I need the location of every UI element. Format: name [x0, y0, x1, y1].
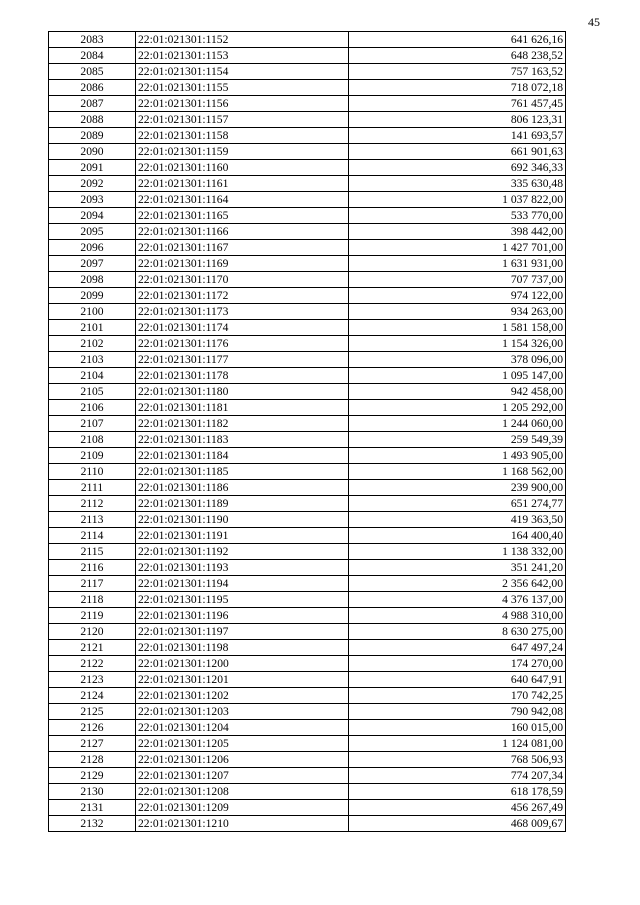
cadastral-number-cell: 22:01:021301:1157: [136, 112, 349, 128]
table-row: [49, 752, 566, 768]
cadastral-value-cell: 1 095 147,00: [349, 368, 566, 384]
table-row: [49, 416, 566, 432]
cadastral-value-cell: 647 497,24: [349, 640, 566, 656]
table-row: [49, 352, 566, 368]
cadastral-value-cell: 641 626,16: [349, 32, 566, 48]
cadastral-value-cell: 398 442,00: [349, 224, 566, 240]
cadastral-value-cell: 934 263,00: [349, 304, 566, 320]
cadastral-value-cell: 468 009,67: [349, 816, 566, 832]
row-number-cell: 2124: [49, 688, 136, 704]
row-number-cell: 2101: [49, 320, 136, 336]
row-number-cell: 2105: [49, 384, 136, 400]
cadastral-value-cell: 1 493 905,00: [349, 448, 566, 464]
cadastral-number-cell: 22:01:021301:1166: [136, 224, 349, 240]
row-number-cell: 2099: [49, 288, 136, 304]
table-row: [49, 640, 566, 656]
cadastral-number-cell: 22:01:021301:1176: [136, 336, 349, 352]
cadastral-value-cell: 1 244 060,00: [349, 416, 566, 432]
cadastral-number-cell: 22:01:021301:1154: [136, 64, 349, 80]
row-number-cell: 2123: [49, 672, 136, 688]
cadastral-number-cell: 22:01:021301:1178: [136, 368, 349, 384]
table-row: [49, 144, 566, 160]
row-number-cell: 2089: [49, 128, 136, 144]
cadastral-value-cell: 351 241,20: [349, 560, 566, 576]
cadastral-number-cell: 22:01:021301:1153: [136, 48, 349, 64]
row-number-cell: 2088: [49, 112, 136, 128]
table-row: [49, 384, 566, 400]
table-body: [49, 32, 566, 832]
table-row: [49, 784, 566, 800]
table-row: [49, 800, 566, 816]
table-row: [49, 608, 566, 624]
row-number-cell: 2111: [49, 480, 136, 496]
row-number-cell: 2129: [49, 768, 136, 784]
cadastral-value-cell: 164 400,40: [349, 528, 566, 544]
cadastral-number-cell: 22:01:021301:1159: [136, 144, 349, 160]
cadastral-number-cell: 22:01:021301:1182: [136, 416, 349, 432]
row-number-cell: 2087: [49, 96, 136, 112]
table-row: [49, 80, 566, 96]
cadastral-number-cell: 22:01:021301:1186: [136, 480, 349, 496]
table-row: [49, 64, 566, 80]
cadastral-value-cell: 618 178,59: [349, 784, 566, 800]
row-number-cell: 2084: [49, 48, 136, 64]
table-row: [49, 336, 566, 352]
table-row: [49, 512, 566, 528]
cadastral-number-cell: 22:01:021301:1170: [136, 272, 349, 288]
cadastral-value-cell: 761 457,45: [349, 96, 566, 112]
table-row: [49, 160, 566, 176]
table-row: [49, 96, 566, 112]
row-number-cell: 2106: [49, 400, 136, 416]
cadastral-number-cell: 22:01:021301:1158: [136, 128, 349, 144]
cadastral-value-cell: 1 631 931,00: [349, 256, 566, 272]
row-number-cell: 2091: [49, 160, 136, 176]
cadastral-value-cell: 1 205 292,00: [349, 400, 566, 416]
row-number-cell: 2118: [49, 592, 136, 608]
row-number-cell: 2127: [49, 736, 136, 752]
cadastral-value-cell: 1 581 158,00: [349, 320, 566, 336]
row-number-cell: 2114: [49, 528, 136, 544]
cadastral-number-cell: 22:01:021301:1198: [136, 640, 349, 656]
table-row: [49, 400, 566, 416]
table-row: [49, 288, 566, 304]
row-number-cell: 2102: [49, 336, 136, 352]
cadastral-number-cell: 22:01:021301:1195: [136, 592, 349, 608]
row-number-cell: 2098: [49, 272, 136, 288]
table-row: [49, 560, 566, 576]
cadastral-number-cell: 22:01:021301:1177: [136, 352, 349, 368]
cadastral-value-table: [48, 31, 566, 832]
cadastral-value-cell: 1 037 822,00: [349, 192, 566, 208]
cadastral-number-cell: 22:01:021301:1205: [136, 736, 349, 752]
cadastral-value-cell: 456 267,49: [349, 800, 566, 816]
cadastral-number-cell: 22:01:021301:1197: [136, 624, 349, 640]
table-row: [49, 192, 566, 208]
cadastral-number-cell: 22:01:021301:1207: [136, 768, 349, 784]
cadastral-value-cell: 419 363,50: [349, 512, 566, 528]
row-number-cell: 2093: [49, 192, 136, 208]
table-row: [49, 768, 566, 784]
row-number-cell: 2128: [49, 752, 136, 768]
cadastral-value-cell: 2 356 642,00: [349, 576, 566, 592]
row-number-cell: 2120: [49, 624, 136, 640]
table-row: [49, 816, 566, 832]
table-row: [49, 736, 566, 752]
cadastral-value-cell: 707 737,00: [349, 272, 566, 288]
cadastral-value-cell: 757 163,52: [349, 64, 566, 80]
table-row: [49, 720, 566, 736]
table-row: [49, 128, 566, 144]
cadastral-value-cell: 790 942,08: [349, 704, 566, 720]
cadastral-number-cell: 22:01:021301:1191: [136, 528, 349, 544]
table-row: [49, 48, 566, 64]
cadastral-value-cell: 239 900,00: [349, 480, 566, 496]
cadastral-number-cell: 22:01:021301:1196: [136, 608, 349, 624]
cadastral-value-cell: 692 346,33: [349, 160, 566, 176]
cadastral-value-cell: 335 630,48: [349, 176, 566, 192]
table-row: [49, 112, 566, 128]
table-row: [49, 208, 566, 224]
row-number-cell: 2122: [49, 656, 136, 672]
cadastral-number-cell: 22:01:021301:1169: [136, 256, 349, 272]
table-row: [49, 672, 566, 688]
row-number-cell: 2130: [49, 784, 136, 800]
row-number-cell: 2116: [49, 560, 136, 576]
cadastral-number-cell: 22:01:021301:1185: [136, 464, 349, 480]
table-row: [49, 368, 566, 384]
row-number-cell: 2131: [49, 800, 136, 816]
table-row: [49, 544, 566, 560]
row-number-cell: 2113: [49, 512, 136, 528]
cadastral-value-cell: 942 458,00: [349, 384, 566, 400]
cadastral-value-cell: 651 274,77: [349, 496, 566, 512]
table-row: [49, 256, 566, 272]
cadastral-number-cell: 22:01:021301:1164: [136, 192, 349, 208]
table-row: [49, 624, 566, 640]
table-row: [49, 464, 566, 480]
cadastral-number-cell: 22:01:021301:1180: [136, 384, 349, 400]
row-number-cell: 2110: [49, 464, 136, 480]
cadastral-value-cell: 259 549,39: [349, 432, 566, 448]
cadastral-number-cell: 22:01:021301:1156: [136, 96, 349, 112]
row-number-cell: 2112: [49, 496, 136, 512]
cadastral-value-cell: 1 124 081,00: [349, 736, 566, 752]
cadastral-number-cell: 22:01:021301:1194: [136, 576, 349, 592]
cadastral-value-cell: 768 506,93: [349, 752, 566, 768]
cadastral-value-cell: 533 770,00: [349, 208, 566, 224]
page-number: 45: [588, 15, 600, 29]
row-number-cell: 2092: [49, 176, 136, 192]
cadastral-number-cell: 22:01:021301:1193: [136, 560, 349, 576]
cadastral-value-cell: 8 630 275,00: [349, 624, 566, 640]
cadastral-number-cell: 22:01:021301:1181: [136, 400, 349, 416]
cadastral-value-cell: 974 122,00: [349, 288, 566, 304]
cadastral-value-cell: 640 647,91: [349, 672, 566, 688]
cadastral-number-cell: 22:01:021301:1190: [136, 512, 349, 528]
cadastral-number-cell: 22:01:021301:1209: [136, 800, 349, 816]
row-number-cell: 2103: [49, 352, 136, 368]
cadastral-value-cell: 378 096,00: [349, 352, 566, 368]
cadastral-number-cell: 22:01:021301:1174: [136, 320, 349, 336]
table-row: [49, 528, 566, 544]
cadastral-value-cell: 1 427 701,00: [349, 240, 566, 256]
cadastral-value-cell: 661 901,63: [349, 144, 566, 160]
row-number-cell: 2083: [49, 32, 136, 48]
row-number-cell: 2132: [49, 816, 136, 832]
cadastral-number-cell: 22:01:021301:1161: [136, 176, 349, 192]
cadastral-number-cell: 22:01:021301:1203: [136, 704, 349, 720]
row-number-cell: 2085: [49, 64, 136, 80]
cadastral-value-cell: 1 154 326,00: [349, 336, 566, 352]
cadastral-number-cell: 22:01:021301:1202: [136, 688, 349, 704]
table-row: [49, 32, 566, 48]
table-row: [49, 656, 566, 672]
cadastral-value-cell: 170 742,25: [349, 688, 566, 704]
cadastral-value-cell: 174 270,00: [349, 656, 566, 672]
row-number-cell: 2097: [49, 256, 136, 272]
table-row: [49, 448, 566, 464]
cadastral-value-cell: 4 376 137,00: [349, 592, 566, 608]
cadastral-number-cell: 22:01:021301:1165: [136, 208, 349, 224]
table-row: [49, 320, 566, 336]
table-row: [49, 432, 566, 448]
table-row: [49, 576, 566, 592]
row-number-cell: 2100: [49, 304, 136, 320]
table-row: [49, 176, 566, 192]
table-row: [49, 496, 566, 512]
row-number-cell: 2095: [49, 224, 136, 240]
cadastral-number-cell: 22:01:021301:1204: [136, 720, 349, 736]
cadastral-number-cell: 22:01:021301:1173: [136, 304, 349, 320]
table-row: [49, 240, 566, 256]
cadastral-value-cell: 1 168 562,00: [349, 464, 566, 480]
row-number-cell: 2119: [49, 608, 136, 624]
cadastral-number-cell: 22:01:021301:1184: [136, 448, 349, 464]
table-row: [49, 480, 566, 496]
row-number-cell: 2108: [49, 432, 136, 448]
table-row: [49, 224, 566, 240]
cadastral-value-cell: 141 693,57: [349, 128, 566, 144]
cadastral-number-cell: 22:01:021301:1201: [136, 672, 349, 688]
cadastral-number-cell: 22:01:021301:1208: [136, 784, 349, 800]
table-row: [49, 688, 566, 704]
cadastral-number-cell: 22:01:021301:1200: [136, 656, 349, 672]
table-row: [49, 304, 566, 320]
cadastral-number-cell: 22:01:021301:1152: [136, 32, 349, 48]
cadastral-value-cell: 718 072,18: [349, 80, 566, 96]
row-number-cell: 2104: [49, 368, 136, 384]
row-number-cell: 2094: [49, 208, 136, 224]
cadastral-value-cell: 806 123,31: [349, 112, 566, 128]
row-number-cell: 2109: [49, 448, 136, 464]
row-number-cell: 2086: [49, 80, 136, 96]
table-row: [49, 272, 566, 288]
row-number-cell: 2126: [49, 720, 136, 736]
cadastral-number-cell: 22:01:021301:1206: [136, 752, 349, 768]
cadastral-number-cell: 22:01:021301:1210: [136, 816, 349, 832]
row-number-cell: 2125: [49, 704, 136, 720]
table-row: [49, 704, 566, 720]
row-number-cell: 2117: [49, 576, 136, 592]
row-number-cell: 2090: [49, 144, 136, 160]
cadastral-number-cell: 22:01:021301:1189: [136, 496, 349, 512]
cadastral-number-cell: 22:01:021301:1183: [136, 432, 349, 448]
row-number-cell: 2107: [49, 416, 136, 432]
cadastral-value-cell: 160 015,00: [349, 720, 566, 736]
cadastral-number-cell: 22:01:021301:1172: [136, 288, 349, 304]
cadastral-number-cell: 22:01:021301:1167: [136, 240, 349, 256]
cadastral-number-cell: 22:01:021301:1155: [136, 80, 349, 96]
row-number-cell: 2121: [49, 640, 136, 656]
row-number-cell: 2096: [49, 240, 136, 256]
cadastral-number-cell: 22:01:021301:1160: [136, 160, 349, 176]
cadastral-value-cell: 648 238,52: [349, 48, 566, 64]
cadastral-value-cell: 1 138 332,00: [349, 544, 566, 560]
cadastral-number-cell: 22:01:021301:1192: [136, 544, 349, 560]
cadastral-value-cell: 4 988 310,00: [349, 608, 566, 624]
cadastral-value-cell: 774 207,34: [349, 768, 566, 784]
table-row: [49, 592, 566, 608]
row-number-cell: 2115: [49, 544, 136, 560]
